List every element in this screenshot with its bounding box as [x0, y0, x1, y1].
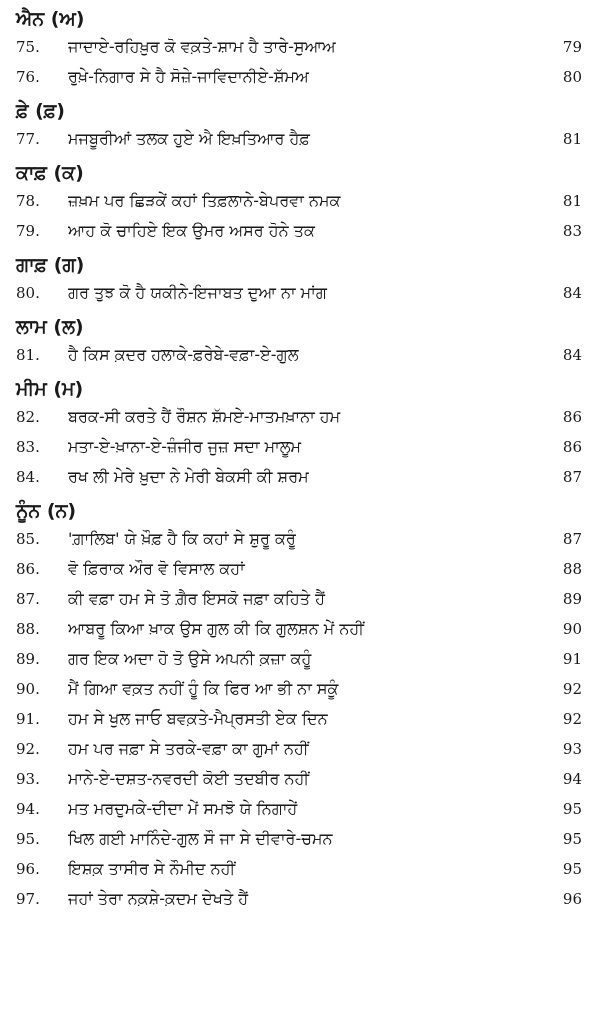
section-heading: ਕਾਫ਼ (ਕ): [16, 162, 84, 184]
entry-page-number: 79: [562, 38, 582, 56]
index-entry: [0, 432, 600, 462]
entry-page-number: 95: [562, 800, 582, 818]
entry-number: 95.: [16, 830, 40, 848]
index-entry: [0, 584, 600, 614]
index-entry: [0, 216, 600, 246]
entry-page-number: 93: [562, 740, 582, 758]
entry-number: 84.: [16, 468, 40, 486]
entry-number: 83.: [16, 438, 40, 456]
entry-page-number: 96: [562, 890, 582, 908]
index-section: [0, 376, 600, 492]
section-heading: ਫ਼ੇ (ਫ਼): [16, 100, 65, 122]
entry-number: 81.: [16, 346, 40, 364]
entry-page-number: 95: [562, 830, 582, 848]
entry-title: ਬਰਕ-ਸੀ ਕਰਤੇ ਹੈਂ ਰੌਸ਼ਨ ਸ਼ੱਮਏ-ਮਾਤਮਖ਼ਾਨਾ ਹਮ: [68, 407, 341, 426]
entry-page-number: 80: [562, 68, 582, 86]
entry-page-number: 81: [562, 192, 582, 210]
entry-page-number: 90: [562, 620, 582, 638]
index-entry: [0, 62, 600, 92]
entry-number: 80.: [16, 284, 40, 302]
entry-title: ਆਹ ਕੋ ਚਾਹਿਏ ਇਕ ਉਮਰ ਅਸਰ ਹੋਨੇ ਤਕ: [68, 221, 315, 240]
entry-title: ਰੁਖ਼ੇ-ਨਿਗਾਰ ਸੇ ਹੈ ਸੋਜ਼ੇ-ਜਾਵਿਦਾਨੀਏ-ਸ਼ੱਮਅ: [68, 67, 309, 86]
entry-title: ਰਖ ਲੀ ਮੇਰੇ ਖ਼ੁਦਾ ਨੇ ਮੇਰੀ ਬੇਕਸੀ ਕੀ ਸ਼ਰਮ: [68, 467, 309, 486]
entry-title: ਜਹਾਂ ਤੇਰਾ ਨਕ਼ਸ਼ੇ-ਕ਼ਦਮ ਦੇਖਤੇ ਹੈਂ: [68, 889, 249, 908]
index-entry: [0, 644, 600, 674]
entry-title: ਜ਼ਖ਼ਮ ਪਰ ਛਿੜਕੇਂ ਕਹਾਂ ਤਿਫ਼ਲਾਨੇ-ਬੇਪਰਵਾ ਨਮਕ: [68, 191, 341, 210]
section-heading: ਨੂੰਨ (ਨ): [16, 500, 77, 522]
entry-number: 85.: [16, 530, 40, 548]
entry-number: 97.: [16, 890, 40, 908]
index-entry: [0, 734, 600, 764]
index-entry: [0, 278, 600, 308]
entry-title: ਵੋ ਫ਼ਿਰਾਕ ਔਰ ਵੋ ਵਿਸਾਲ ਕਹਾਂ: [68, 559, 245, 578]
index-entry: [0, 32, 600, 62]
entry-number: 88.: [16, 620, 40, 638]
index-section: [0, 160, 600, 246]
entry-number: 82.: [16, 408, 40, 426]
entry-title: ਹੈ ਕਿਸ ਕ਼ਦਰ ਹਲਾਕੇ-ਫ਼ਰੇਬੇ-ਵਫ਼ਾ-ਏ-ਗੁਲ: [68, 345, 299, 364]
entry-title: ਖਿਲ ਗਈ ਮਾਨਿੰਦੇ-ਗੁਲ ਸੌ ਜਾ ਸੇ ਦੀਵਾਰੇ-ਚਮਨ: [68, 829, 333, 848]
entry-number: 90.: [16, 680, 40, 698]
entry-title: ਮੈਂ ਗਿਆ ਵਕ਼ਤ ਨਹੀਂ ਹੂੰ ਕਿ ਫਿਰ ਆ ਭੀ ਨਾ ਸਕੂੰ: [68, 679, 339, 698]
entry-page-number: 91: [562, 650, 582, 668]
entry-title: ਮਤਾ-ਏ-ਖ਼ਾਨਾ-ਏ-ਜ਼ੰਜੀਰ ਜੁਜ਼ ਸਦਾ ਮਾਲੂਮ: [68, 437, 302, 456]
entry-page-number: 86: [562, 438, 582, 456]
entry-number: 92.: [16, 740, 40, 758]
index-entry: [0, 462, 600, 492]
entry-number: 79.: [16, 222, 40, 240]
entry-number: 75.: [16, 38, 40, 56]
entry-number: 96.: [16, 860, 40, 878]
entry-title: ਗਰ ਤੁਝ ਕੋ ਹੈ ਯਕੀਨੇ-ਇਜਾਬਤ ਦੁਆ ਨਾ ਮਾਂਗ: [68, 283, 327, 302]
index-entry: [0, 554, 600, 584]
entry-page-number: 84: [562, 284, 582, 302]
entry-page-number: 92: [562, 680, 582, 698]
index-entry: [0, 402, 600, 432]
entry-number: 89.: [16, 650, 40, 668]
index-section: [0, 252, 600, 308]
entry-title: ਹਮ ਸੇ ਖੁਲ ਜਾਓ ਬਵਕ਼ਤੇ-ਮੈਪ੍ਰਸਤੀ ਏਕ ਦਿਨ: [68, 709, 328, 728]
entry-number: 93.: [16, 770, 40, 788]
entry-page-number: 89: [562, 590, 582, 608]
index-entry: [0, 824, 600, 854]
index-section: [0, 98, 600, 154]
entry-title: ਗਰ ਇਕ ਅਦਾ ਹੋ ਤੋ ਉਸੇ ਅਪਨੀ ਕ਼ਜ਼ਾ ਕਹੂੰ: [68, 649, 312, 668]
entry-title: ਮਾਨੇ-ਏ-ਦਸ਼ਤ-ਨਵਰਦੀ ਕੋਈ ਤਦਬੀਰ ਨਹੀਂ: [68, 769, 310, 788]
index-entry: [0, 704, 600, 734]
entry-title: ਹਮ ਪਰ ਜਫ਼ਾ ਸੇ ਤਰਕੇ-ਵਫ਼ਾ ਕਾ ਗੁਮਾਂ ਨਹੀਂ: [68, 739, 309, 758]
index-entry: [0, 884, 600, 914]
index-section: [0, 6, 600, 92]
entry-page-number: 86: [562, 408, 582, 426]
index-entry: [0, 524, 600, 554]
entry-number: 77.: [16, 130, 40, 148]
entry-number: 87.: [16, 590, 40, 608]
entry-page-number: 92: [562, 710, 582, 728]
entry-page-number: 83: [562, 222, 582, 240]
entry-number: 91.: [16, 710, 40, 728]
section-heading: ਗਾਫ਼ (ਗ): [16, 254, 85, 276]
entry-title: ਆਬਰੂ ਕਿਆ ਖ਼ਾਕ ਉਸ ਗੁਲ ਕੀ ਕਿ ਗੁਲਸ਼ਨ ਮੇਂ ਨਹੀਂ: [68, 619, 364, 638]
entry-number: 86.: [16, 560, 40, 578]
index-entry: [0, 340, 600, 370]
entry-page-number: 87: [562, 530, 582, 548]
entry-title: ਇਸ਼ਕ਼ ਤਾਸੀਰ ਸੇ ਨੌਮੀਦ ਨਹੀਂ: [68, 859, 236, 878]
index-section: [0, 314, 600, 370]
entry-page-number: 81: [562, 130, 582, 148]
entry-title: ਕੀ ਵਫ਼ਾ ਹਮ ਸੇ ਤੋ ਗ਼ੈਰ ਇਸਕੋ ਜਫ਼ਾ ਕਹਿਤੇ ਹੈਂ: [68, 589, 325, 608]
index-entry: [0, 124, 600, 154]
index-entry: [0, 854, 600, 884]
index-entry: [0, 674, 600, 704]
entry-page-number: 84: [562, 346, 582, 364]
entry-title: ਮਜਬੂਰੀਆਂ ਤਲਕ ਹੁਏ ਐ ਇਖ਼ਤਿਆਰ ਹੈਫ਼: [68, 129, 310, 148]
index-entry: [0, 794, 600, 824]
section-heading: ਐਨ (ਅ): [16, 8, 85, 30]
entry-title: 'ਗ਼ਾਲਿਬ' ਯੇ ਖ਼ੌਫ਼ ਹੈ ਕਿ ਕਹਾਂ ਸੇ ਸ਼ੁਰੂ ਕਰੂੰ: [68, 529, 296, 548]
index-entry: [0, 186, 600, 216]
index-entry: [0, 764, 600, 794]
entry-title: ਮਤ ਮਰਦੁਮਕੇ-ਦੀਦਾ ਮੇਂ ਸਮਝੋ ਯੇ ਨਿਗਾਹੇਂ: [68, 799, 298, 818]
entry-number: 78.: [16, 192, 40, 210]
entry-page-number: 87: [562, 468, 582, 486]
entry-title: ਜਾਦਾਏ-ਰਹਿਖ਼ੁਰ ਕੋ ਵਕ਼ਤੇ-ਸ਼ਾਮ ਹੈ ਤਾਰੇ-ਸੁਆਅ: [68, 37, 336, 56]
index-section: [0, 498, 600, 914]
section-heading: ਲਾਮ (ਲ): [16, 316, 84, 338]
entry-page-number: 95: [562, 860, 582, 878]
index-entry: [0, 614, 600, 644]
entry-page-number: 94: [562, 770, 582, 788]
entry-page-number: 88: [562, 560, 582, 578]
entry-number: 94.: [16, 800, 40, 818]
section-heading: ਮੀਮ (ਮ): [16, 378, 84, 400]
entry-number: 76.: [16, 68, 40, 86]
